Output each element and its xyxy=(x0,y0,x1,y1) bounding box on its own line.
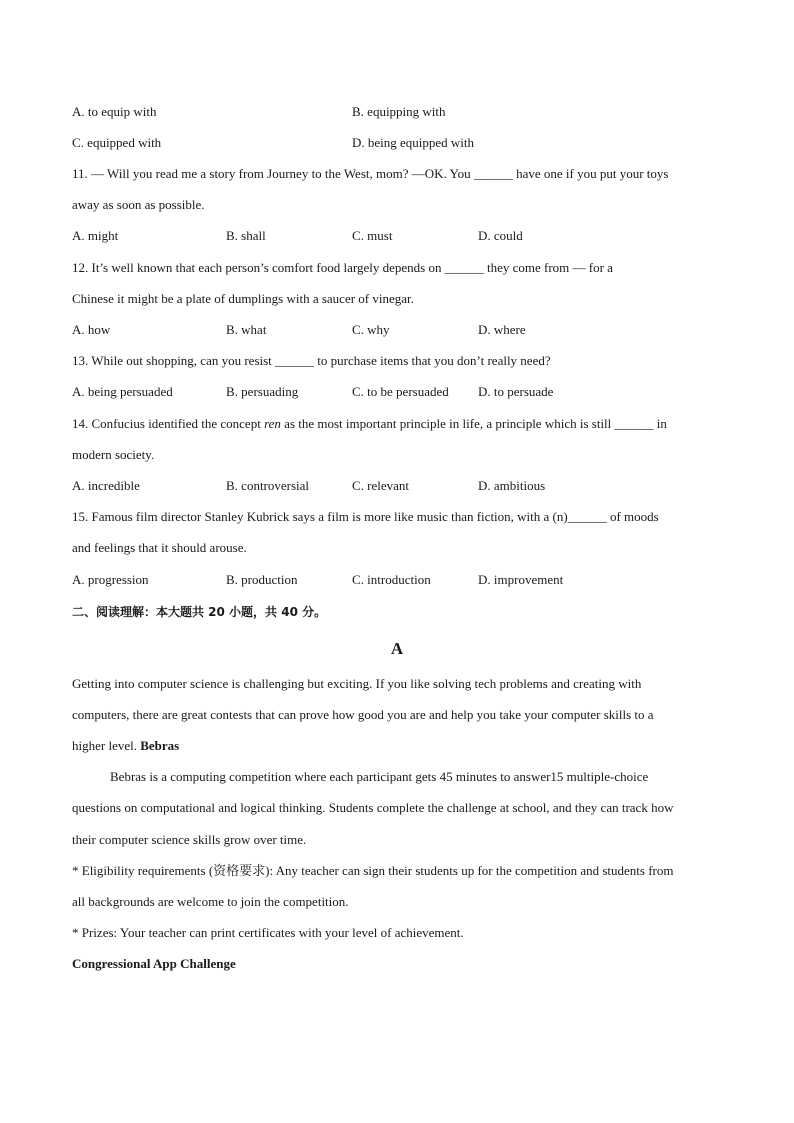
passage-p1-line2: computers, there are great contests that can prove how good you are and help you take your computer skills to a xyxy=(72,707,654,722)
q15-stem-line1: 15. Famous film director Stanley Kubrick says a film is more like music than fiction, with a (n)______ of moods xyxy=(72,509,659,524)
q12-option-b: B. what xyxy=(226,322,267,337)
q11-option-b: B. shall xyxy=(226,228,266,243)
q13-option-d: D. to persuade xyxy=(478,384,554,399)
q14-option-d: D. ambitious xyxy=(478,478,546,493)
q15-stem-line2: and feelings that it should arouse. xyxy=(72,540,247,555)
q12-option-a: A. how xyxy=(72,322,111,337)
q13-option-a: A. being persuaded xyxy=(72,384,173,399)
q15-option-a: A. progression xyxy=(72,572,149,587)
q11-stem-line1: 11. — Will you read me a story from Journey to the West, mom? —OK. You ______ have one if you put your toys xyxy=(72,166,669,181)
q12-stem-line2: Chinese it might be a plate of dumplings with a saucer of vinegar. xyxy=(72,291,414,306)
q14-stem-line1 xyxy=(72,416,724,432)
q12-option-d: D. where xyxy=(478,322,526,337)
q10-option-d: D. being equipped with xyxy=(352,135,475,150)
q14-stem-line2: modern society. xyxy=(72,447,155,462)
q14-option-b: B. controversial xyxy=(226,478,310,493)
bebras-heading: Bebras xyxy=(140,738,180,753)
q14-option-a: A. incredible xyxy=(72,478,140,493)
q13-stem-line1: 13. While out shopping, can you resist ______ to purchase items that you don’t really need? xyxy=(72,353,551,368)
eligibility-line1: * Eligibility requirements (资格要求): Any teacher can sign their students up for the competition and students from xyxy=(72,863,674,878)
passage-p2-line2: questions on computational and logical thinking. Students complete the challenge at school, and they can track how xyxy=(72,800,674,815)
passage-p1-line3-text: higher level. xyxy=(72,738,141,753)
q11-option-c: C. must xyxy=(352,228,393,243)
q15-option-b: B. production xyxy=(226,572,298,587)
passage-p1-line3 xyxy=(72,738,724,754)
passage-title: A xyxy=(390,639,404,658)
q14-stem-after: as the most important principle in life, a principle which is still ______ in xyxy=(280,416,667,431)
q11-option-d: D. could xyxy=(478,228,523,243)
q10-option-c: C. equipped with xyxy=(72,135,162,150)
q14-option-c: C. relevant xyxy=(352,478,410,493)
congressional-app-challenge-heading: Congressional App Challenge xyxy=(72,956,236,971)
q15-option-d: D. improvement xyxy=(478,572,564,587)
q13-option-c: C. to be persuaded xyxy=(352,384,449,399)
passage-p1-line1: Getting into computer science is challenging but exciting. If you like solving tech problems and creating with xyxy=(72,676,642,691)
q14-stem-before: 14. Confucius identified the concept xyxy=(72,416,265,431)
q11-option-a: A. might xyxy=(72,228,119,243)
q11-stem-line2: away as soon as possible. xyxy=(72,197,205,212)
q15-option-c: C. introduction xyxy=(352,572,431,587)
prizes-line: * Prizes: Your teacher can print certificates with your level of achievement. xyxy=(72,925,464,940)
passage-p2-line3: their computer science skills grow over time. xyxy=(72,832,307,847)
eligibility-line2: all backgrounds are welcome to join the competition. xyxy=(72,894,349,909)
q12-stem-line1: 12. It’s well known that each person’s comfort food largely depends on ______ they come from — for a xyxy=(72,260,613,275)
q13-option-b: B. persuading xyxy=(226,384,299,399)
passage-p2-line1: Bebras is a computing competition where each participant gets 45 minutes to answer15 multiple-choice xyxy=(110,769,649,784)
q10-option-a: A. to equip with xyxy=(72,104,157,119)
q14-stem-italic-term: ren xyxy=(264,416,281,431)
q10-option-b: B. equipping with xyxy=(352,104,446,119)
q12-option-c: C. why xyxy=(352,322,390,337)
section-heading: 二、阅读理解：本大题共 20 小题，共 40 分。 xyxy=(72,605,327,619)
